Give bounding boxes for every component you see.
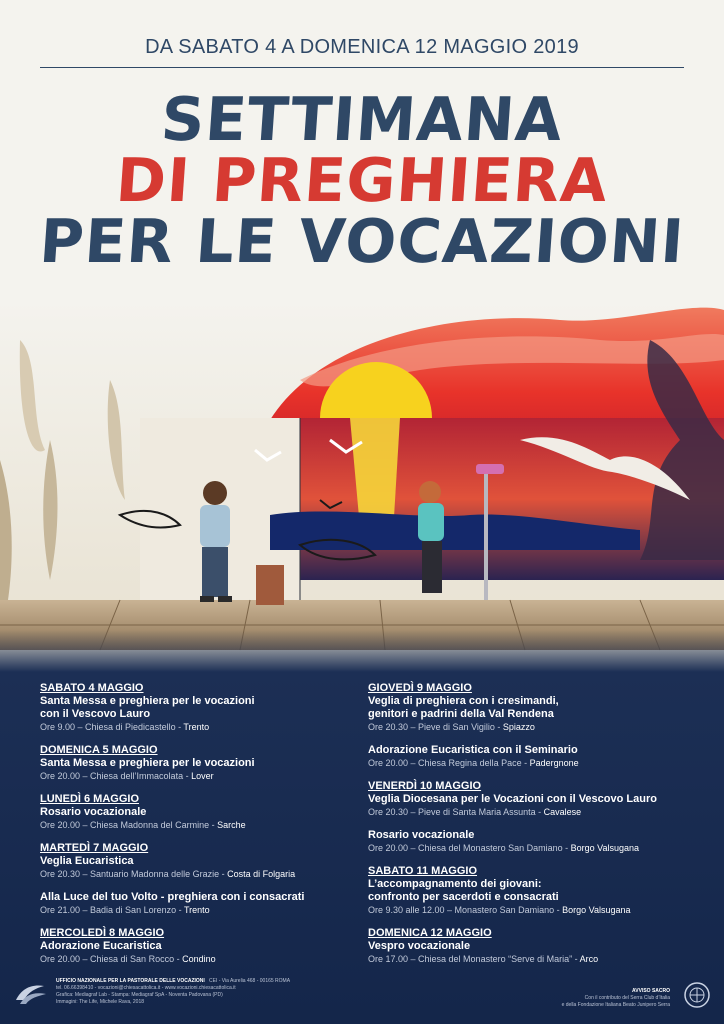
event-place: Arco bbox=[579, 954, 599, 964]
event-place: Spiazzo bbox=[502, 722, 535, 732]
event-day: DOMENICA 5 MAGGIO bbox=[40, 744, 158, 756]
program-column-left bbox=[40, 682, 350, 976]
event-item bbox=[368, 682, 698, 734]
event-item bbox=[40, 927, 350, 966]
event-detail: Ore 9.00 – Chiesa di Piedicastello - Trento bbox=[40, 722, 210, 732]
event-day: DOMENICA 12 MAGGIO bbox=[368, 927, 492, 939]
event-detail: Ore 9.30 alle 12.00 – Monastero San Damiano - Borgo Valsugana bbox=[368, 905, 631, 915]
event-detail: Ore 20.30 – Santuario Madonna delle Grazie - Costa di Folgaria bbox=[40, 869, 296, 879]
event-title: Vespro vocazionale bbox=[368, 940, 471, 952]
event-day: GIOVEDÌ 9 MAGGIO bbox=[368, 682, 472, 694]
footer-images: Immagini: The Life, Michele Rava, 2018 bbox=[56, 999, 145, 1005]
event-day: SABATO 4 MAGGIO bbox=[40, 682, 144, 694]
notice-title: AVVISO SACRO bbox=[632, 988, 670, 994]
event-title: Adorazione Eucaristica con il Seminario bbox=[368, 744, 578, 756]
event-item bbox=[40, 682, 350, 734]
event-title: Rosario vocazionale bbox=[368, 829, 475, 841]
event-title: Adorazione Eucaristica bbox=[40, 940, 162, 952]
event-item bbox=[368, 780, 698, 819]
event-place: Condino bbox=[182, 954, 216, 964]
painting-illustration bbox=[0, 300, 724, 672]
event-place: Costa di Folgaria bbox=[227, 869, 296, 879]
date-range: DA SABATO 4 A DOMENICA 12 MAGGIO 2019 bbox=[145, 36, 579, 58]
title-line-2: DI PREGHIERA bbox=[113, 146, 611, 216]
program-panel bbox=[0, 672, 724, 1024]
event-place: Borgo Valsugana bbox=[570, 843, 640, 853]
event-detail: Ore 20.00 – Chiesa Regina della Pace - Padergnone bbox=[368, 758, 579, 768]
event-title: con il Vescovo Lauro bbox=[40, 708, 151, 720]
event-detail: Ore 20.00 – Chiesa di San Rocco - Condino bbox=[40, 954, 216, 964]
event-place: Padergnone bbox=[529, 758, 579, 768]
event-title: Santa Messa e preghiera per le vocazioni bbox=[40, 757, 255, 769]
event-title: Santa Messa e preghiera per le vocazioni bbox=[40, 695, 255, 707]
mural-painting bbox=[0, 300, 724, 672]
event-detail: Ore 20.00 – Chiesa del Monastero San Damiano - Borgo Valsugana bbox=[368, 843, 640, 853]
event-place: Borgo Valsugana bbox=[562, 905, 631, 915]
event-detail: Ore 20.00 – Chiesa dell’Immacolata - Lover bbox=[40, 771, 214, 781]
event-detail: Ore 17.00 – Chiesa del Monastero “Serve di Maria” - Arco bbox=[368, 954, 599, 964]
event-item bbox=[40, 744, 350, 783]
header-rule bbox=[40, 67, 684, 68]
vocations-logo-icon bbox=[14, 980, 48, 1006]
event-item bbox=[368, 744, 698, 770]
event-detail: Ore 20.30 – Pieve di Santa Maria Assunta - Cavalese bbox=[368, 807, 582, 817]
event-day: LUNEDÌ 6 MAGGIO bbox=[40, 793, 140, 805]
event-item bbox=[368, 865, 698, 917]
header-area bbox=[0, 0, 724, 300]
title-line-1: SETTIMANA bbox=[158, 85, 566, 155]
event-title: confronto per sacerdoti e consacrati bbox=[368, 891, 559, 903]
serra-club-seal-icon bbox=[684, 982, 710, 1008]
notice-line-1: Con il contributo del Serra Club d’Italia bbox=[584, 995, 670, 1001]
event-title: Veglia Eucaristica bbox=[40, 855, 134, 867]
event-title: Veglia Diocesana per le Vocazioni con il Vescovo Lauro bbox=[368, 793, 657, 805]
event-day: VENERDÌ 10 MAGGIO bbox=[368, 780, 482, 792]
event-place: Trento bbox=[183, 722, 210, 732]
program-column-right bbox=[368, 682, 698, 976]
event-detail: Ore 20.30 – Pieve di San Vigilio - Spiazzo bbox=[368, 722, 535, 732]
event-item bbox=[40, 793, 350, 832]
footer-address: CEI - Via Aurelia 468 - 00165 ROMA bbox=[208, 978, 291, 984]
event-place: Sarche bbox=[217, 820, 246, 830]
event-item bbox=[40, 891, 350, 917]
event-day: MARTEDÌ 7 MAGGIO bbox=[40, 842, 149, 854]
footer-credits-line: Grafica: Mediagraf Lab - Stampa: Mediagraf SpA - Noventa Padovana (PD) bbox=[56, 992, 223, 998]
title-line-3: PER LE VOCAZIONI bbox=[37, 207, 687, 277]
event-item bbox=[368, 927, 698, 966]
event-place: Trento bbox=[183, 905, 210, 915]
event-day: SABATO 11 MAGGIO bbox=[368, 865, 478, 877]
event-title: Alla Luce del tuo Volto - preghiera con i consacrati bbox=[40, 891, 305, 903]
notice-line-2: e della Fondazione Italiana Beato Junipero Serra bbox=[561, 1002, 670, 1008]
event-place: Cavalese bbox=[543, 807, 582, 817]
event-detail: Ore 20.00 – Chiesa Madonna del Carmine - Sarche bbox=[40, 820, 246, 830]
event-day: MERCOLEDÌ 8 MAGGIO bbox=[40, 927, 165, 939]
footer-office: UFFICIO NAZIONALE PER LA PASTORALE DELLE VOCAZIONI bbox=[56, 978, 205, 984]
event-title: Rosario vocazionale bbox=[40, 806, 147, 818]
event-title: Veglia di preghiera con i cresimandi, bbox=[368, 695, 559, 707]
event-title: genitori e padrini della Val Rendena bbox=[368, 708, 554, 720]
event-item bbox=[40, 842, 350, 881]
event-place: Lover bbox=[191, 771, 214, 781]
footer-contacts: tel. 06.66398410 - vocazioni@chiesacattolica.it - www.vocazioni.chiesacattolica.it bbox=[56, 985, 236, 991]
event-title: L’accompagnamento dei giovani: bbox=[368, 878, 542, 890]
event-detail: Ore 21.00 – Badia di San Lorenzo - Trento bbox=[40, 905, 210, 915]
event-item bbox=[368, 829, 698, 855]
